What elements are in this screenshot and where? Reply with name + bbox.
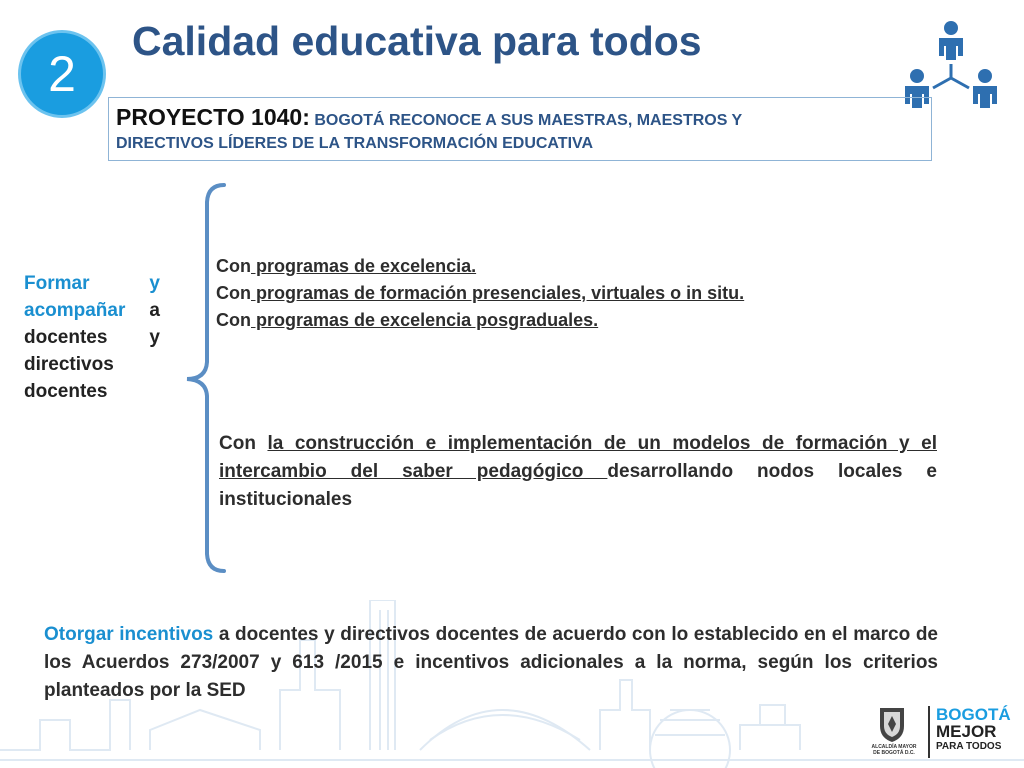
brand-logo-part3: PARA TODOS xyxy=(936,741,1002,752)
construccion-paragraph: Con la construcción e implementación de un modelos de formación y el intercambio del saber pedagógico desarrollando nodos locales e institucionales xyxy=(219,433,937,510)
logo-divider xyxy=(928,706,930,758)
programs-list xyxy=(216,253,744,334)
program-item: Con programas de excelencia posgraduales. xyxy=(216,310,599,330)
brand-logo-part2: MEJOR xyxy=(936,722,997,741)
left-label xyxy=(24,270,160,405)
alcaldia-label: ALCALDÍA MAYOR DE BOGOTÁ D.C. xyxy=(871,744,917,756)
left-label-rest: a docentes y directivos docentes xyxy=(24,300,160,402)
project-description-line1: BOGOTÁ RECONOCE A SUS MAESTRAS, MAESTROS Y xyxy=(314,112,743,129)
program-item: Con programas de excelencia. xyxy=(216,256,477,276)
incentivos-highlight: Otorgar incentivos xyxy=(44,624,214,645)
incentivos-paragraph xyxy=(44,621,938,705)
bogota-coat-of-arms-icon xyxy=(876,704,908,744)
incentivos-rest: a docentes y directivos docentes de acuerdo con lo establecido en el marco de los Acuerdos 273/2007 y 613 /2015 e incentivos adicionales a la norma, según los criterios planteados por la SED xyxy=(44,624,938,701)
slide-number: 2 xyxy=(48,46,76,102)
slide-title: Calidad educativa para todos xyxy=(132,18,702,64)
slide-number-badge xyxy=(18,30,106,118)
project-label: PROYECTO 1040: xyxy=(116,104,310,130)
curly-brace xyxy=(182,182,226,574)
left-label-highlight: Formar y acompañar xyxy=(24,273,160,321)
project-heading xyxy=(116,104,742,131)
brand-logo-part1: BOGOTÁ xyxy=(936,705,1011,724)
project-description-line2: DIRECTIVOS LÍDERES DE LA TRANSFORMACIÓN EDUCATIVA xyxy=(116,135,594,152)
program-item: Con programas de formación presenciales, virtuales o in situ. xyxy=(216,283,745,303)
